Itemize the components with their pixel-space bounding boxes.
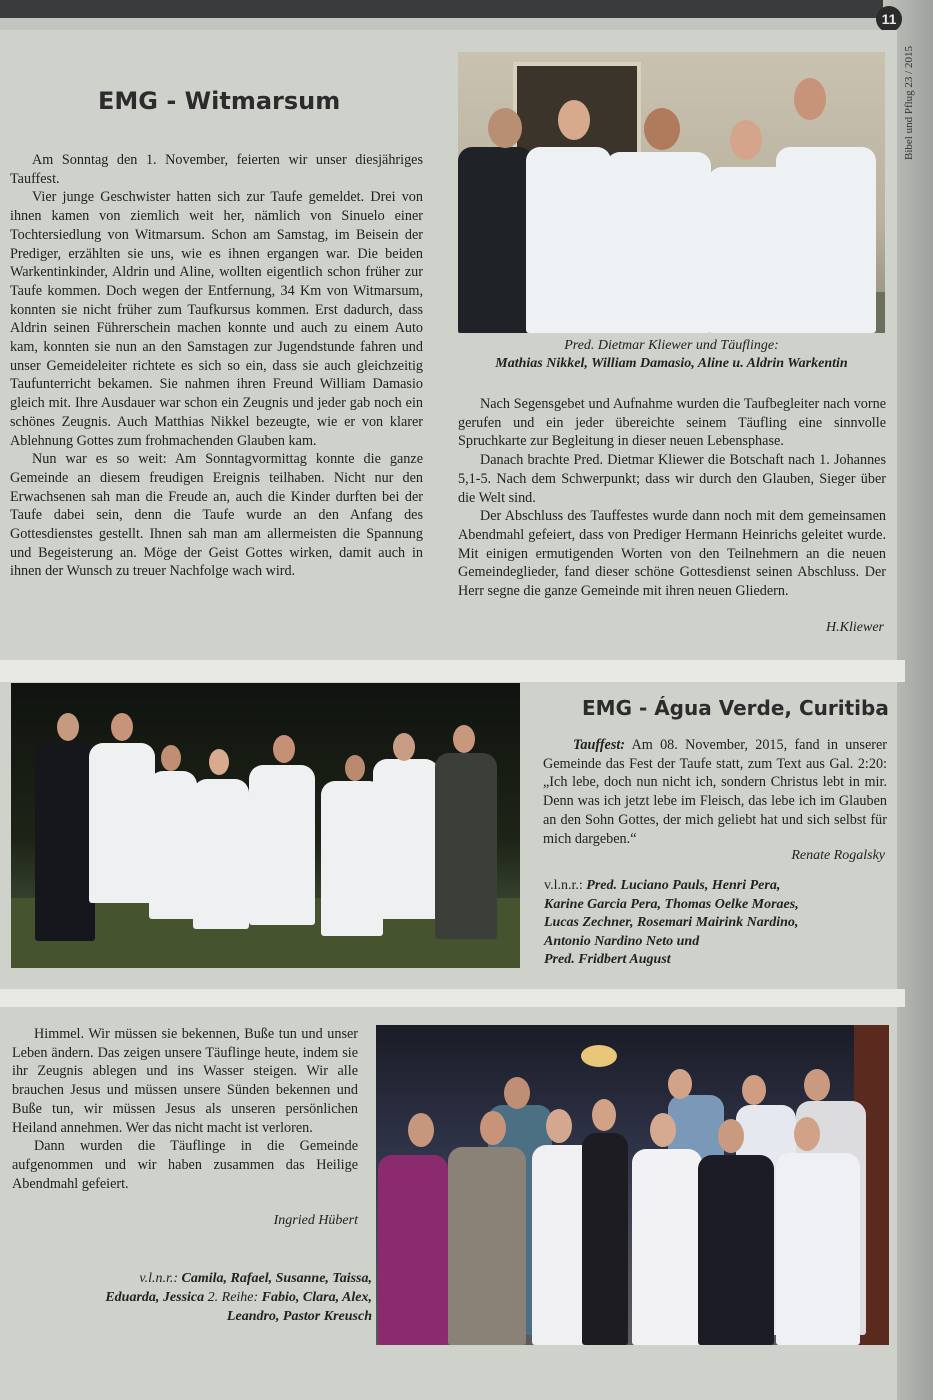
paragraph: Am Sonntag den 1. November, feierten wir unser diesjähriges Tauffest.: [10, 152, 423, 187]
article-author: Ingried Hübert: [273, 1213, 358, 1228]
divider-band: [0, 989, 905, 1007]
article-body: [12, 1025, 358, 1193]
caption-label: v.l.n.r.:: [139, 1271, 179, 1286]
baptism-photo-curitiba: [11, 683, 520, 968]
group-photo-youth: [376, 1025, 889, 1345]
article-agua-verde: [0, 682, 897, 989]
lead-label: Tauffest:: [573, 737, 626, 753]
baptism-photo-witmarsum: [458, 52, 885, 333]
article-witmarsum: [0, 30, 897, 660]
article-title: EMG - Água Verde, Curitiba: [582, 696, 889, 720]
caption-names: Fabio, Clara, Alex,: [261, 1290, 372, 1305]
caption-names: Leandro, Pastor Kreusch: [226, 1309, 372, 1324]
caption-label: v.l.n.r.:: [544, 878, 583, 893]
article-body-left: [10, 151, 423, 581]
paragraph: Nun war es so weit: Am Sonntagvormittag konnte die ganze Gemeinde an diesem freudigen Ereignis teilhaben. Nicht nur den Erwachsenen sah man die Freude an, auch die Kinder durften bei der Taufe dabei sein, denn die Taufe wurde an den Anfang des Gottesdienstes gestellt. Ihnen sah man am allermeisten die Spannung und Begeisterung an. Möge der Geist Gottes wirken, damit auch in ihnen der Wunsch zu treuer Nachfolge wach wird.: [10, 451, 423, 580]
caption-names: Pred. Luciano Pauls, Henri Pera,: [586, 878, 781, 893]
divider-band: [0, 660, 905, 682]
paragraph: Am 08. November, 2015, fand in unserer Gemeinde das Fest der Taufe statt, zum Text aus Gal. 2:20: „Ich lebe, doch nun nicht ich, sondern Christus lebt in mir. Denn was ich jetzt lebe im Fleisch, das lebe ich im Glauben an den Sohn Gottes, der mich geliebt hat und sich selbst für mich dargeben.“: [543, 737, 887, 847]
paragraph: Nach Segensgebet und Aufnahme wurden die Taufbegleiter nach vorne gerufen und ein jeder übereichte seinem Täufling eine sinnvolle Spruchkarte zur Begleitung in dieser neuen Lebensphase.: [458, 396, 886, 450]
article-body-right: [458, 395, 886, 601]
paragraph: Vier junge Geschwister hatten sich zur Taufe gemeldet. Drei von ihnen kamen von ziemlich weit her, nämlich von Sinuelo einer Tochtersiedlung von Witmarsum. Schon am Samstag, im Beisein der Prediger, erzählten sie uns, wie es ihnen ergangen war. Die beiden Warkentinkinder, Aldrin und Aline, wollten eigentlich schon früher zur Taufe kommen. Doch wegen der Entfernung, 34 Km von Witmarsum, konnten sie nicht früher zum Taufkursus kommen. Erst dadurch, dass Aldrin seinen Führerschein machen konnte und auch zu einem Auto kam, konnten sie nun an den Samstagen zur Jugendstunde fahren und unser Gemeideleiter richtete es sich so ein, dass sie auch gleichzeitig Taufunterricht bekamen. Sie nahmen ihren Freund William Damasio gleich mit. Ihre Ausdauer war schon ein Zeugnis und jeder gab noch ein schönes Zeugnis. Auch Matthias Nikkel bezeugte, wie er von klarer Ablehnung Gottes zum frohmachenden Glauben kam.: [10, 189, 423, 449]
caption-names: Eduarda, Jessica: [105, 1290, 205, 1305]
article-author: Renate Rogalsky: [791, 848, 885, 863]
page-number: 11: [876, 6, 902, 32]
photo-caption: [544, 877, 889, 970]
caption-names: Karine Garcia Pera, Thomas Oelke Moraes,: [544, 896, 799, 912]
article-body: [543, 736, 887, 848]
caption-names: Antonio Nardino Neto und: [544, 933, 700, 949]
paragraph: Danach brachte Pred. Dietmar Kliewer die Botschaft nach 1. Johannes 5,1-5. Nach dem Schwerpunkt; dass wir durch den Glauben, Sieger über die Welt sind.: [458, 452, 886, 506]
caption-names: Camila, Rafael, Susanne, Taissa,: [181, 1271, 372, 1286]
caption-label: 2. Reihe:: [207, 1290, 259, 1305]
paragraph: Der Abschluss des Tauffestes wurde dann noch mit dem gemeinsamen Abendmahl gefeiert, dass von Prediger Hermann Heinrichs geleitet wurde. Mit einigen ermutigenden Worten von den Teilnehmern an die neuen Gemeindeglieder, fand dieser schöne Gottesdienst seinen Abschluss. Der Herr segne die ganze Gemeinde mit ihren neuen Gliedern.: [458, 508, 886, 600]
paragraph: Himmel. Wir müssen sie bekennen, Buße tun und unser Leben ändern. Das zeigen unsere Täuflinge heute, indem sie ihr Zeugnis ablegen und ins Wasser steigen. Wir alle brauchen Jesus und müssen unsere Sünden bekennen und Buße tun, wir müssen Jesus als unseren persönlichen Heiland annehmen. Wer das nicht macht ist verloren.: [12, 1026, 358, 1136]
photo-caption: [20, 1269, 372, 1326]
article-title: EMG - Witmarsum: [98, 87, 341, 115]
journal-running-head: Bibel und Pflug 23 / 2015: [903, 46, 915, 160]
paragraph: Dann wurden die Täuflinge in die Gemeinde aufgenommen und wir haben zusammen das Heilige Abendmahl gefeiert.: [12, 1138, 358, 1192]
article-author: H.Kliewer: [826, 620, 884, 635]
caption-names: Lucas Zechner, Rosemari Mairink Nardino,: [544, 915, 799, 931]
photo-caption: Pred. Dietmar Kliewer und Täuflinge:: [564, 338, 779, 353]
caption-names: Pred. Fridbert August: [544, 952, 671, 968]
article-continued: [0, 1007, 897, 1400]
photo-caption-names: Mathias Nikkel, William Damasio, Aline u. Aldrin Warkentin: [495, 356, 848, 371]
